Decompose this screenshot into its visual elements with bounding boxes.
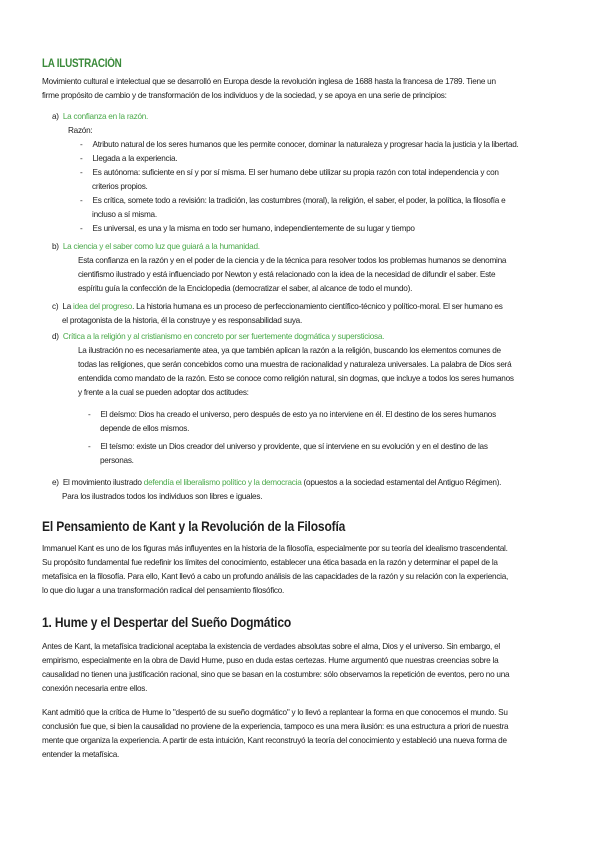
item-d-line-3: entendida como mandato de la razón. Esto se conoce como religión natural, sin dogmas, que incluye a todos los seres humanos: [78, 374, 514, 383]
item-b-line-3: espíritu guía la confección de la Enciclopedia (democratizar el saber, al alcance de todo el mundo).: [78, 284, 413, 293]
intro-line-2: firme propósito de cambio y de transformación de los individuos y de la sociedad, y se apoya en una serie de principios:: [42, 91, 447, 100]
section-title-hume: 1. Hume y el Despertar del Sueño Dogmático: [42, 614, 292, 630]
item-e-line-2: Para los ilustrados todos los individuos son libres e iguales.: [62, 492, 263, 501]
item-a: [52, 110, 148, 124]
hume-p1-line-3: causalidad no tienen una justificación racional, sino que se basan en la costumbre: sólo observamos la repetición de eventos, pero no una: [42, 670, 510, 679]
razon-bullet-2: - Llegada a la experiencia.: [80, 154, 178, 163]
hume-p2-line-3: mente que organiza la experiencia. A partir de esta intuición, Kant reconstruyó la teoría del conocimiento y estableció una nueva forma de: [42, 736, 507, 745]
item-e-marker: e): [52, 478, 59, 487]
razon-bullet-3: - Es autónoma: suficiente en sí y por sí misma. El ser humano debe utilizar su propia razón con total independencia y con: [80, 168, 499, 177]
razon-bullet-3-cont: criterios propios.: [92, 182, 148, 191]
item-d-title: Crítica a la religión y al cristianismo en concreto por ser fuertemente dogmática y supersticiosa.: [62, 332, 385, 341]
item-d-line-4: y frente a la cual se pueden adoptar dos actitudes:: [78, 388, 249, 397]
kant-line-1: Immanuel Kant es uno de los figuras más influyentes en la historia de la filosofía, especialmente por su teoría del idealismo trascendental.: [42, 544, 508, 553]
hume-p2-line-1: Kant admitió que la crítica de Hume lo "despertó de su sueño dogmático" y lo llevó a replantear la forma en que conocemos el mundo. Su: [42, 708, 508, 717]
item-e: e) El movimiento ilustrado defendía el liberalismo político y la democracia (opuestos a la sociedad estamental del Antiguo Régimen).: [52, 478, 502, 487]
item-a-title: La confianza en la razón.: [62, 112, 149, 121]
section-title-kant: El Pensamiento de Kant y la Revolución de la Filosofía: [42, 518, 346, 534]
hume-p2-line-4: entender la metafísica.: [42, 750, 120, 759]
item-b-line-1: Esta confianza en la razón y en el poder de la ciencia y de la técnica para resolver todos los problemas humanos se denomina: [78, 256, 507, 265]
kant-line-4: lo que dio lugar a una transformación radical del pensamiento filosófico.: [42, 586, 285, 595]
item-b-marker: b): [52, 242, 59, 251]
deismo-bullet-cont: depende de ellos mismos.: [100, 424, 190, 433]
intro-line-1: Movimiento cultural e intelectual que se desarrolló en Europa desde la revolución inglesa de 1688 hasta la francesa de 1789. Tiene un: [42, 77, 496, 86]
item-a-marker: a): [52, 112, 59, 121]
item-c-line-2: el protagonista de la historia, él la construye y es responsabilidad suya.: [62, 316, 303, 325]
item-b-line-2: cientifismo ilustrado y está influenciado por Newton y está relacionado con la idea de la necesidad de difundir el saber. Este: [78, 270, 496, 279]
item-e-title: defendía el liberalismo político y la democracia: [143, 478, 302, 487]
hume-p1-line-4: conexión necesaria entre ellos.: [42, 684, 148, 693]
kant-line-2: Su propósito fundamental fue redefinir los límites del conocimiento, establecer una ética basada en la razón y determinar el papel de la: [42, 558, 498, 567]
razon-bullet-1: - Atributo natural de los seres humanos que les permite conocer, dominar la naturaleza y progresar hacia la justicia y la libertad.: [80, 140, 519, 149]
hume-p1-line-2: empirismo, especialmente en la obra de David Hume, puso en duda estas certezas. Hume argumentó que nuestras creencias sobre la: [42, 656, 499, 665]
razon-bullet-5: - Es universal, es una y la misma en todo ser humano, independientemente de su lugar y tiempo: [80, 224, 415, 233]
razon-bullet-4: - Es crítica, somete todo a revisión: la tradición, las costumbres (moral), la religión, el saber, el poder, la política, la filosofía e: [80, 196, 506, 205]
deismo-bullet: - El deísmo: Dios ha creado el universo, pero después de esto ya no interviene en él. El destino de los seres humanos: [88, 410, 496, 419]
item-a-sub: Razón:: [68, 126, 93, 135]
teismo-bullet: - El teísmo: existe un Dios creador del universo y providente, que sí interviene en su evolución y en el destino de las: [88, 442, 488, 451]
teismo-bullet-cont: personas.: [100, 456, 134, 465]
item-d-line-2: todas las religiones, que serán concebidos como una muestra de racionalidad y naturaleza universales. La palabra de Dios será: [78, 360, 512, 369]
item-c-title: idea del progreso: [73, 302, 133, 311]
item-c-marker: c): [52, 302, 59, 311]
section-title-ilustracion: LA ILUSTRACIÓN: [42, 58, 122, 70]
item-d-line-1: La ilustración no es necesariamente atea, ya que también aplican la razón a la religión, buscando los elementos comunes de: [78, 346, 501, 355]
razon-bullet-4-cont: incluso a sí misma.: [92, 210, 157, 219]
item-b: [52, 240, 260, 254]
item-c: c) La idea del progreso. La historia humana es un proceso de perfeccionamiento científico-técnico y político-moral. El ser humano es: [52, 302, 503, 311]
item-b-title: La ciencia y el saber como luz que guiará a la humanidad.: [62, 242, 260, 251]
hume-p1-line-1: Antes de Kant, la metafísica tradicional aceptaba la existencia de verdades absolutas sobre el alma, Dios y el universo. Sin embargo, el: [42, 642, 500, 651]
item-d-marker: d): [52, 332, 59, 341]
kant-line-3: metafísica en la filosofía. Para ello, Kant llevó a cabo un profundo análisis de las capacidades de la razón y su relación con la experiencia,: [42, 572, 509, 581]
item-d: [52, 330, 384, 344]
hume-p2-line-2: conclusión fue que, si bien la causalidad no proviene de la experiencia, tampoco es una mera ilusión: es una estructura a priori de nuestra: [42, 722, 509, 731]
